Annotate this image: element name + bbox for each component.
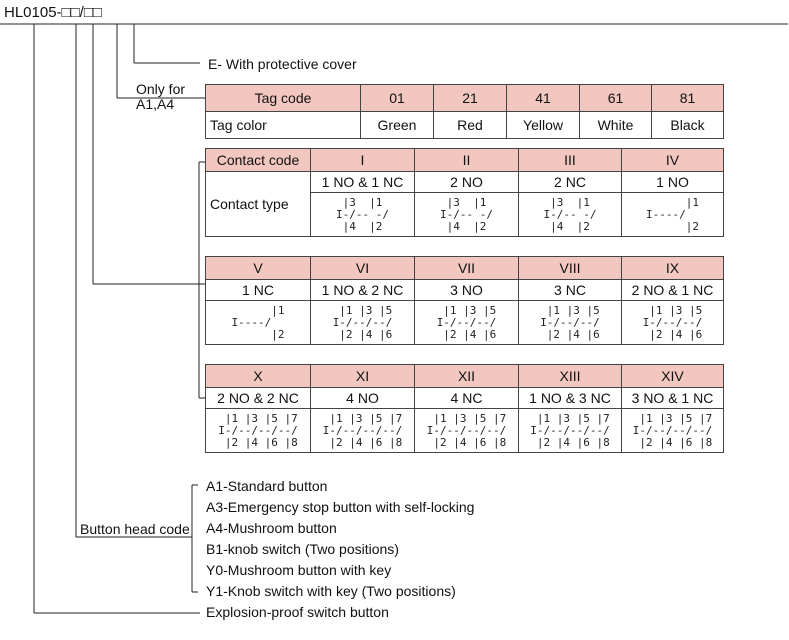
protective-cover-note: E- With protective cover: [208, 56, 357, 72]
tag-color: Yellow: [507, 112, 580, 139]
contact-type: 2 NO: [415, 172, 519, 193]
contact-type: 1 NO & 1 NC: [311, 172, 415, 193]
contact-code: III: [519, 149, 622, 172]
contact-code: VIII: [519, 257, 622, 280]
tag-color: Black: [652, 112, 724, 139]
contact-code: IX: [622, 257, 724, 280]
contact-symbol: |1 I----/ |2: [231, 303, 285, 341]
contact-code: IV: [622, 149, 724, 172]
contact-code: II: [415, 149, 519, 172]
contact-code: VI: [311, 257, 415, 280]
button-head-item: B1-knob switch (Two positions): [206, 541, 399, 557]
contact-symbol: |1 |3 |5 I-/--/--/ |2 |4 |6: [436, 303, 497, 341]
contact-symbol: |1 |3 |5 |7 I-/--/--/--/ |2 |4 |6 |8: [218, 411, 298, 449]
button-head-item: A4-Mushroom button: [206, 520, 337, 536]
contact-table: [205, 148, 724, 453]
tag-applicability-note: Only for A1,A4: [136, 81, 186, 112]
tag-table: [205, 84, 724, 139]
button-head-item: Y1-Knob switch with key (Two positions): [206, 583, 456, 599]
contact-type: 1 NC: [206, 280, 311, 301]
contact-type: 4 NC: [415, 388, 519, 409]
contact-code: I: [311, 149, 415, 172]
contact-symbol: |1 |3 |5 I-/--/--/ |2 |4 |6: [642, 303, 703, 341]
contact-code: XII: [415, 365, 519, 388]
contact-type: 2 NO & 2 NC: [206, 388, 311, 409]
contact-symbol: |1 |3 |5 I-/--/--/ |2 |4 |6: [540, 303, 600, 341]
model-box: □: [83, 4, 93, 21]
button-head-list: [206, 476, 474, 602]
tag-color: White: [580, 112, 652, 139]
contact-code: XI: [311, 365, 415, 388]
contact-code: X: [206, 365, 311, 388]
tag-code: 01: [361, 85, 434, 112]
model-box: □: [70, 4, 80, 21]
contact-type: 3 NO: [415, 280, 519, 301]
tag-code: 61: [580, 85, 652, 112]
contact-symbol: |1 |3 |5 |7 I-/--/--/--/ |2 |4 |6 |8: [426, 411, 507, 449]
tag-code: 21: [434, 85, 507, 112]
contact-type: 3 NC: [519, 280, 622, 301]
contact-code: XIII: [519, 365, 622, 388]
contact-symbol: |3 |1 I-/-- -/ |4 |2: [336, 195, 389, 233]
button-head-item: A3-Emergency stop button with self-locking: [206, 499, 475, 515]
tag-color-label: Tag color: [206, 112, 361, 139]
tag-color: Red: [434, 112, 507, 139]
contact-symbol: |1 |3 |5 I-/--/--/ |2 |4 |6: [332, 303, 393, 341]
contact-symbol: |1 |3 |5 |7 I-/--/--/--/ |2 |4 |6 |8: [632, 411, 713, 449]
model-box: □: [92, 4, 102, 21]
contact-type: 4 NO: [311, 388, 415, 409]
contact-code: XIV: [622, 365, 724, 388]
contact-symbol: |3 |1 I-/-- -/ |4 |2: [543, 195, 597, 233]
model-slash: /: [79, 4, 84, 21]
button-head-label: Button head code: [80, 521, 190, 537]
model-prefix: HL0105-: [4, 4, 62, 21]
tag-code-label: Tag code: [206, 85, 361, 112]
explosion-proof-note: Explosion-proof switch button: [206, 604, 389, 620]
button-head-item: Y0-Mushroom button with key: [206, 562, 392, 578]
tag-color: Green: [361, 112, 434, 139]
contact-symbol: |3 |1 I-/-- -/ |4 |2: [440, 195, 493, 233]
contact-symbol: |1 I----/ |2: [646, 195, 699, 233]
button-head-item: A1-Standard button: [206, 478, 328, 494]
contact-type: 3 NO & 1 NC: [622, 388, 724, 409]
contact-symbol: |1 |3 |5 |7 I-/--/--/--/ |2 |4 |6 |8: [530, 411, 610, 449]
contact-type: 2 NC: [519, 172, 622, 193]
tag-code: 81: [652, 85, 724, 112]
model-box: □: [61, 4, 71, 21]
tag-code: 41: [507, 85, 580, 112]
contact-code: VII: [415, 257, 519, 280]
contact-code: V: [206, 257, 311, 280]
contact-type: 1 NO & 3 NC: [519, 388, 622, 409]
contact-symbol: |1 |3 |5 |7 I-/--/--/--/ |2 |4 |6 |8: [322, 411, 403, 449]
contact-type-label: Contact type: [206, 172, 311, 237]
model-number: [4, 4, 102, 21]
contact-type: 2 NO & 1 NC: [622, 280, 724, 301]
contact-type: 1 NO: [622, 172, 724, 193]
contact-code-label: Contact code: [206, 149, 311, 172]
contact-type: 1 NO & 2 NC: [311, 280, 415, 301]
